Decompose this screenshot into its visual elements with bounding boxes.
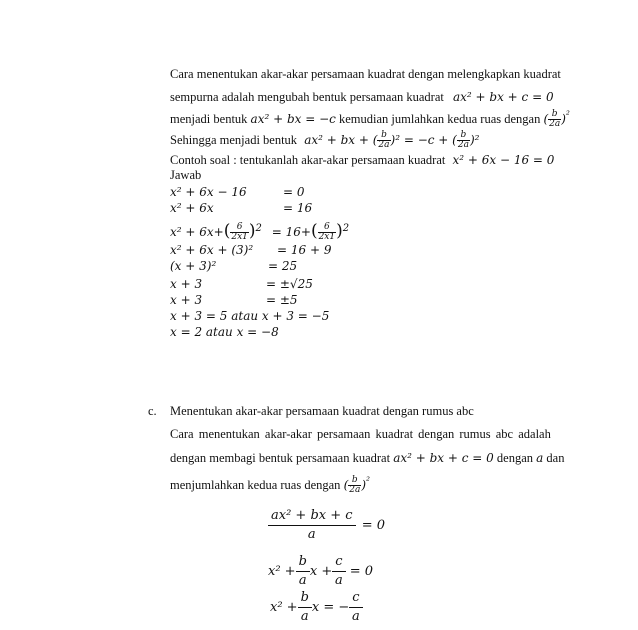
b-over-2a-term: ( $\frac{b}{2a}$ )$^{^2}$ xyxy=(543,109,570,129)
abc-equation-1: $\frac{\text{ax² + bx + c}}{a}$ = 0 xyxy=(268,507,385,544)
example-equation: x² + 6x − 16 = 0 xyxy=(452,153,555,167)
step-6-lhs: x + 3 xyxy=(170,277,203,291)
intro-line-4 xyxy=(170,131,479,150)
intro-line-3-text-2: kemudian jumlahkan kedua ruas dengan xyxy=(339,112,541,126)
step-2-lhs: x² + 6x xyxy=(170,201,214,215)
step-9-solution: x = 2 atau x = −8 xyxy=(170,325,279,339)
step-5-rhs: = 25 xyxy=(268,259,298,273)
section-c-marker: c. xyxy=(148,404,157,418)
abc-equation-2: x² + $\frac{b}{a}$ x + $\frac{c}{a}$ = 0 xyxy=(268,554,373,588)
step-1-lhs: x² + 6x − 16 xyxy=(170,185,247,199)
standard-form-equation: ax² + bx + c = 0 xyxy=(452,90,554,104)
coefficient-a: a xyxy=(536,451,544,465)
step-1-rhs: = 0 xyxy=(283,185,305,199)
section-c-title: Menentukan akar-akar persamaan kuadrat dengan rumus abc xyxy=(170,404,474,418)
answer-label: Jawab xyxy=(170,168,202,182)
step-7-lhs: x + 3 xyxy=(170,293,203,307)
abc-equation-3: x² + $\frac{b}{a}$ x = − $\frac{c}{a}$ xyxy=(270,589,363,626)
moved-constant-equation: ax² + bx = −c xyxy=(250,112,336,126)
section-c-standard-form: ax² + bx + c = 0 xyxy=(393,451,494,465)
step-2-rhs: = 16 xyxy=(283,201,313,215)
step-3-fraction-line: x² + 6x+( $\frac{6}{2x1}$ )$^2$ = 16+( $\frac{6}{2x1}$ )$^2$ xyxy=(170,221,350,242)
fraction-b-2a: $\frac{b}{2a}$ xyxy=(549,109,561,129)
example-prompt xyxy=(170,152,554,168)
section-c-para-line-3 xyxy=(170,474,370,495)
intro-line-2 xyxy=(170,89,554,105)
section-c-para-line-2: dengan membagi bentuk persamaan kuadrat ax² + bx + c = 0 dengan a dan xyxy=(170,451,565,465)
example-prompt-text: Contoh soal : tentukanlah akar-akar persamaan kuadrat xyxy=(170,153,446,167)
step-5-lhs: (x + 3)² xyxy=(170,259,217,273)
intro-line-2-text: sempurna adalah mengubah bentuk persamaan kuadrat xyxy=(170,90,444,104)
section-c-para-line-2-text: dengan membagi bentuk persamaan kuadrat xyxy=(170,451,391,465)
intro-line-3-text: menjadi bentuk xyxy=(170,112,248,126)
step-6-rhs: = ±√25 xyxy=(266,277,313,291)
section-c-para-line-1: Cara menentukan akar-akar persamaan kuadrat dengan rumus abc adalah xyxy=(170,427,551,441)
step-7-rhs: = ±5 xyxy=(266,293,298,307)
intro-line-3 xyxy=(170,108,570,129)
intro-line-4-text: Sehingga menjadi bentuk xyxy=(170,133,298,147)
step-4-rhs: = 16 + 9 xyxy=(277,243,332,257)
section-c-para-line-3-text: menjumlahkan kedua ruas dengan xyxy=(170,478,341,492)
section-c-b-over-2a: ( $\frac{b}{2a}$ )$^{^2}$ xyxy=(343,475,371,495)
intro-line-1: Cara menentukan akar-akar persamaan kuadrat dengan melengkapkan kuadrat xyxy=(170,67,561,81)
step-8: x + 3 = 5 atau x + 3 = −5 xyxy=(170,309,330,323)
completed-square-equation: ax² + bx + ( $\frac{b}{2a}$ )² = −c + ( $\frac{b}{2a}$ )² xyxy=(304,130,480,150)
step-4-lhs: x² + 6x + (3)² xyxy=(170,243,254,257)
